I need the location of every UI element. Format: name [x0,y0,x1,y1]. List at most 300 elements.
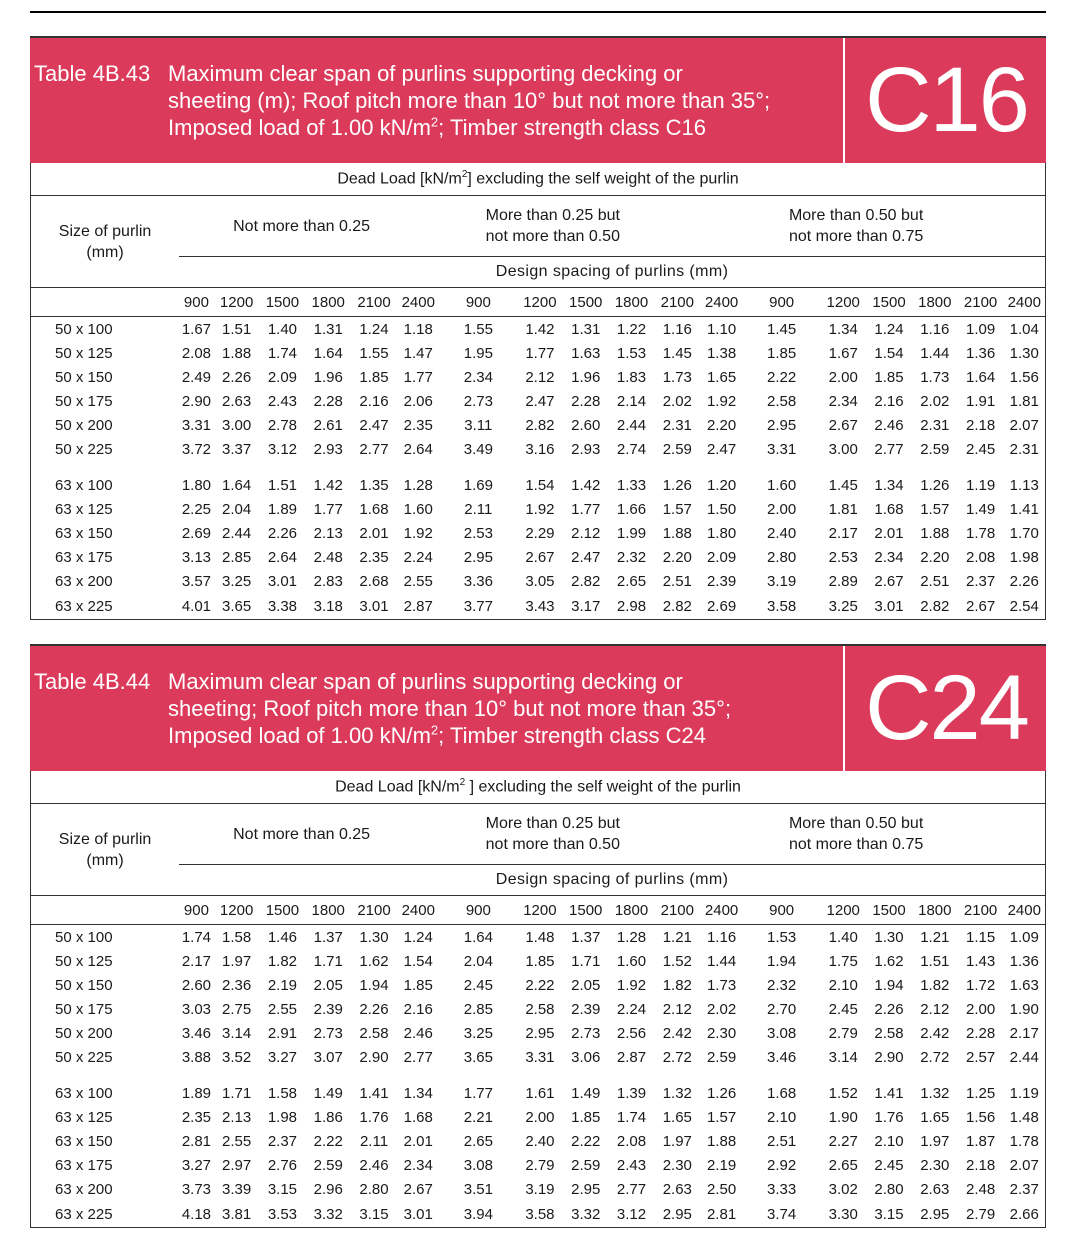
span-value-cell: 3.77 [440,593,517,620]
title-line-text: sheeting (m); Roof pitch more than 10° but not more than 35°; [168,88,771,113]
span-value-cell: 3.00 [828,440,858,458]
span-value-cell: 2.73 [313,1024,343,1042]
span-value-cell: 2.59 [662,440,692,458]
span-value-cell: 2.11 [359,1132,389,1150]
span-value-cell: 1.44 [920,344,950,362]
purlin-size-cell: 63 x 225 [31,1201,180,1228]
span-value-cell: 2.93 [313,440,343,458]
span-value-cell: 2.58 [767,392,797,410]
span-value-cell: 3.19 [525,1180,555,1198]
span-value-cell: 1.54 [525,476,555,494]
span-value-cell: 1.67 [181,320,212,338]
span-value-cell: 2.05 [571,976,601,994]
span-value-cell: 3.38 [260,593,306,620]
size-header-unit: (mm) [86,851,124,869]
span-value-cell: 2.34 [828,392,858,410]
span-value-cell: 1.30 [874,928,904,946]
dead-load-superscript: 2 [461,169,468,181]
size-header-line: Size of purlin [58,830,152,848]
span-value-cell: 1.74 [181,928,212,946]
span-value-cell: 3.31 [525,1048,555,1066]
span-value-cell: 2.54 [1004,593,1046,620]
span-value-cell: 3.27 [267,1048,298,1066]
span-value-cell: 2.35 [403,416,433,434]
spacing-header-cell: 2400 [700,896,743,925]
span-value-cell: 3.94 [440,1201,517,1228]
span-value-cell: 2.73 [463,392,493,410]
table-block [30,644,1046,1228]
span-value-cell: 1.88 [662,524,692,542]
load-group-line: Not more than 0.25 [233,217,371,235]
span-value-cell: 1.98 [1004,545,1046,569]
span-value-cell: 2.19 [267,976,298,994]
span-value-cell: 1.51 [222,320,252,338]
span-value-cell: 1.20 [706,476,737,494]
span-value-cell: 3.19 [767,572,797,590]
table-row [31,497,1046,521]
span-value-cell: 1.55 [359,344,389,362]
span-value-cell: 1.68 [767,1084,797,1102]
span-value-cell: 3.01 [351,593,397,620]
span-value-cell: 2.63 [662,1180,692,1198]
span-value-cell: 2.30 [706,1024,737,1042]
span-value-cell: 2.42 [662,1024,692,1042]
span-value-cell: 2.58 [874,1024,904,1042]
gap-cell [700,1069,743,1081]
strength-class-badge: C16 [843,38,1048,163]
spacing-header-cell: 900 [179,288,214,317]
span-value-cell: 1.39 [616,1084,647,1102]
spacing-values-row [31,288,1046,317]
span-value-cell: 2.63 [222,392,252,410]
span-value-cell: 1.75 [828,952,858,970]
gap-cell [214,461,260,473]
span-value-cell: 2.40 [767,524,797,542]
spacing-header-cell: 900 [440,288,517,317]
gap-cell [700,461,743,473]
span-value-cell: 3.17 [563,593,609,620]
span-value-cell: 1.69 [463,476,493,494]
load-group-row [31,196,1046,257]
span-value-cell: 2.79 [525,1156,555,1174]
span-value-cell: 1.37 [313,928,343,946]
span-value-cell: 2.80 [767,548,797,566]
span-value-cell: 3.11 [464,416,493,434]
span-table [30,771,1046,1228]
spacing-blank-cell [31,896,180,925]
title-line [168,668,731,695]
span-value-cell: 1.32 [920,1084,950,1102]
gap-cell [609,1069,655,1081]
gap-cell [214,1069,260,1081]
table-row [31,389,1046,413]
span-value-cell: 1.62 [359,952,389,970]
dead-load-header [31,771,1046,804]
span-value-cell: 2.60 [571,416,601,434]
purlin-size-cell: 50 x 225 [31,437,180,461]
span-value-cell: 1.60 [403,500,433,518]
spacing-header-cell: 2400 [1004,288,1046,317]
span-value-cell: 2.51 [662,572,692,590]
span-value-cell: 3.27 [181,1156,212,1174]
span-value-cell: 1.99 [616,524,647,542]
span-value-cell: 2.17 [181,952,212,970]
span-value-cell: 2.39 [706,572,737,590]
purlin-size-cell: 50 x 200 [31,413,180,437]
span-value-cell: 2.72 [920,1048,950,1066]
span-value-cell: 2.22 [571,1132,601,1150]
span-value-cell: 2.28 [313,392,343,410]
span-value-cell: 3.73 [181,1180,212,1198]
dead-load-header [31,163,1046,196]
purlin-size-cell: 50 x 100 [31,317,180,342]
load-group-line: not more than 0.50 [485,228,620,245]
gap-cell [654,461,700,473]
span-value-cell: 1.97 [662,1132,692,1150]
spacing-header-cell: 900 [743,288,820,317]
span-value-cell: 2.85 [222,548,252,566]
gap-cell [179,461,214,473]
span-value-cell: 2.24 [616,1000,647,1018]
span-value-cell: 1.97 [222,952,252,970]
span-value-cell: 2.14 [616,392,647,410]
span-value-cell: 3.51 [463,1180,493,1198]
span-value-cell: 3.88 [181,1048,212,1066]
span-value-cell: 3.00 [222,416,252,434]
span-value-cell: 2.30 [920,1156,950,1174]
table-row [31,521,1046,545]
span-value-cell: 3.72 [181,440,212,458]
span-value-cell: 3.18 [305,593,351,620]
table-row [31,1129,1046,1153]
span-value-cell: 2.34 [463,368,493,386]
spacing-header-cell: 1200 [517,288,563,317]
span-value-cell: 1.53 [616,344,647,362]
span-value-cell: 1.77 [525,344,555,362]
span-value-cell: 1.32 [662,1084,692,1102]
span-value-cell: 1.96 [313,368,343,386]
span-value-cell: 1.77 [463,1084,493,1102]
span-value-cell: 3.49 [463,440,493,458]
gap-cell [743,1069,820,1081]
span-value-cell: 2.59 [920,440,950,458]
span-value-cell: 3.05 [525,572,555,590]
table-row [31,569,1046,593]
purlin-size-cell: 63 x 150 [31,1129,180,1153]
span-value-cell: 2.46 [403,1024,433,1042]
span-value-cell: 1.24 [359,320,389,338]
span-value-cell: 2.85 [463,1000,493,1018]
span-value-cell: 1.87 [966,1132,996,1150]
span-value-cell: 1.85 [525,952,555,970]
span-value-cell: 1.72 [966,976,996,994]
size-header-unit: (mm) [86,243,124,261]
span-value-cell: 3.03 [181,1000,212,1018]
spacing-header-cell: 900 [743,896,820,925]
span-value-cell: 1.96 [571,368,601,386]
span-value-cell: 3.01 [267,572,298,590]
dead-load-row [31,771,1046,804]
span-value-cell: 2.79 [828,1024,858,1042]
span-value-cell: 2.26 [359,1000,389,1018]
span-value-cell: 3.39 [222,1180,252,1198]
gap-cell [31,461,180,473]
span-value-cell: 1.16 [920,320,950,338]
span-value-cell: 2.67 [403,1180,433,1198]
span-value-cell: 1.49 [313,1084,343,1102]
span-value-cell: 2.08 [616,1132,647,1150]
purlin-size-cell: 50 x 150 [31,365,180,389]
table-block [30,36,1046,620]
load-group-header [440,804,743,865]
span-value-cell: 1.76 [359,1108,389,1126]
purlin-size-cell: 63 x 175 [31,1153,180,1177]
span-value-cell: 2.07 [1004,413,1046,437]
gap-cell [179,1069,214,1081]
span-value-cell: 1.52 [662,952,692,970]
span-value-cell: 2.67 [874,572,904,590]
gap-cell [351,461,397,473]
span-value-cell: 2.07 [1004,1153,1046,1177]
table-row [31,1201,1046,1228]
span-value-cell: 2.00 [767,500,797,518]
span-value-cell: 1.80 [181,476,212,494]
span-value-cell: 2.46 [359,1156,389,1174]
span-value-cell: 2.67 [828,416,858,434]
span-value-cell: 2.49 [181,368,212,386]
span-value-cell: 2.16 [359,392,389,410]
gap-cell [820,461,866,473]
table-row [31,473,1046,497]
span-value-cell: 3.25 [820,593,866,620]
span-table-body [31,317,1046,620]
span-value-cell: 1.61 [525,1084,555,1102]
load-group-line: not more than 0.75 [788,228,924,245]
spacing-header-cell: 2100 [654,288,700,317]
span-value-cell: 1.56 [1004,365,1046,389]
span-value-cell: 2.50 [706,1180,737,1198]
span-value-cell: 2.81 [181,1132,212,1150]
span-value-cell: 1.36 [1004,949,1046,973]
span-value-cell: 2.45 [874,1156,904,1174]
span-value-cell: 1.40 [828,928,858,946]
span-value-cell: 1.74 [616,1108,647,1126]
span-value-cell: 2.95 [463,548,493,566]
table-row [31,1177,1046,1201]
span-value-cell: 1.68 [874,500,904,518]
span-value-cell: 2.37 [966,572,996,590]
span-value-cell: 2.21 [463,1108,493,1126]
span-value-cell: 3.46 [181,1024,212,1042]
span-value-cell: 1.64 [463,928,493,946]
span-value-cell: 1.43 [966,952,996,970]
table-row [31,341,1046,365]
gap-cell [958,461,1004,473]
span-value-cell: 1.68 [359,500,389,518]
purlin-size-cell: 63 x 200 [31,1177,180,1201]
span-value-cell: 1.92 [403,524,433,542]
span-value-cell: 2.18 [966,416,996,434]
span-value-cell: 1.30 [1004,341,1046,365]
span-value-cell: 2.66 [1004,1201,1046,1228]
gap-cell [31,1069,180,1081]
span-value-cell: 2.59 [571,1156,601,1174]
spacing-header-cell: 1800 [305,896,351,925]
gap-cell [820,1069,866,1081]
span-value-cell: 2.37 [1004,1177,1046,1201]
span-value-cell: 2.24 [403,548,433,566]
span-value-cell: 1.65 [706,368,737,386]
span-value-cell: 2.31 [920,416,950,434]
title-line [168,722,731,749]
span-value-cell: 2.83 [313,572,343,590]
span-value-cell: 2.17 [1004,1021,1046,1045]
table-row [31,365,1046,389]
dead-load-superscript: 2 [459,777,466,789]
span-value-cell: 2.36 [222,976,252,994]
row-group-gap [31,1069,1046,1081]
span-value-cell: 2.65 [463,1132,493,1150]
span-value-cell: 2.77 [616,1180,647,1198]
span-value-cell: 2.72 [662,1048,692,1066]
span-value-cell: 1.98 [267,1108,298,1126]
span-value-cell: 1.38 [706,344,737,362]
spacing-header-cell: 2400 [397,896,440,925]
span-value-cell: 3.15 [866,1201,912,1228]
span-value-cell: 1.94 [767,952,797,970]
gap-cell [912,461,958,473]
span-value-cell: 2.69 [700,593,743,620]
span-value-cell: 1.34 [403,1084,433,1102]
span-value-cell: 1.65 [920,1108,950,1126]
table-row [31,1045,1046,1069]
span-value-cell: 1.33 [616,476,647,494]
purlin-size-cell: 50 x 175 [31,997,180,1021]
span-value-cell: 3.01 [866,593,912,620]
span-value-cell: 1.62 [874,952,904,970]
span-value-cell: 1.88 [222,344,252,362]
spacing-header-cell: 1200 [214,288,260,317]
title-line-text: Maximum clear span of purlins supporting decking or [168,669,683,694]
load-group-line: More than 0.25 but [485,207,620,224]
span-value-cell: 2.34 [403,1156,433,1174]
span-value-cell: 3.12 [609,1201,655,1228]
span-value-cell: 2.44 [222,524,252,542]
table-label: Table 4B.43 [34,61,151,86]
span-value-cell: 3.08 [463,1156,493,1174]
span-value-cell: 3.32 [563,1201,609,1228]
span-value-cell: 2.09 [706,548,737,566]
span-value-cell: 4.18 [179,1201,214,1228]
span-value-cell: 1.94 [874,976,904,994]
span-value-cell: 1.56 [966,1108,996,1126]
span-value-cell: 1.71 [222,1084,252,1102]
table-row [31,997,1046,1021]
load-group-header [743,804,1046,865]
span-value-cell: 2.95 [767,416,797,434]
spacing-header-cell: 1800 [609,288,655,317]
span-value-cell: 2.47 [571,548,601,566]
span-value-cell: 1.19 [966,476,996,494]
span-value-cell: 2.40 [525,1132,555,1150]
span-value-cell: 2.46 [874,416,904,434]
span-value-cell: 1.64 [313,344,343,362]
span-value-cell: 1.10 [706,320,737,338]
span-value-cell: 1.89 [267,500,298,518]
gap-cell [866,461,912,473]
span-value-cell: 2.95 [912,1201,958,1228]
span-value-cell: 2.35 [359,548,389,566]
span-value-cell: 1.85 [359,368,389,386]
span-value-cell: 1.52 [828,1084,858,1102]
span-value-cell: 1.26 [706,1084,737,1102]
span-value-cell: 2.43 [616,1156,647,1174]
span-value-cell: 3.74 [743,1201,820,1228]
span-value-cell: 2.68 [359,572,389,590]
spacing-blank-cell [31,288,180,317]
spacing-header-cell: 2100 [958,288,1004,317]
load-group-line: Not more than 0.25 [233,825,371,843]
span-value-cell: 1.76 [874,1108,904,1126]
span-value-cell: 2.78 [267,416,298,434]
span-value-cell: 2.30 [662,1156,692,1174]
span-value-cell: 1.85 [874,368,904,386]
span-value-cell: 2.16 [403,1000,433,1018]
span-value-cell: 1.21 [662,928,692,946]
span-value-cell: 1.57 [662,500,692,518]
gap-cell [440,461,517,473]
load-group-header [440,196,743,257]
span-value-cell: 2.95 [571,1180,601,1198]
span-value-cell: 2.59 [706,1048,737,1066]
span-value-cell: 1.73 [920,368,950,386]
span-value-cell: 2.35 [181,1108,212,1126]
span-value-cell: 3.37 [222,440,252,458]
span-value-cell: 1.15 [966,928,996,946]
span-value-cell: 3.16 [525,440,555,458]
span-value-cell: 1.64 [222,476,252,494]
spacing-header-cell: 2400 [700,288,743,317]
span-value-cell: 1.34 [874,476,904,494]
span-value-cell: 2.55 [222,1132,252,1150]
span-value-cell: 2.93 [571,440,601,458]
span-value-cell: 2.09 [267,368,298,386]
span-value-cell: 2.82 [654,593,700,620]
spacing-header-cell: 1500 [260,896,306,925]
span-value-cell: 1.88 [706,1132,737,1150]
span-value-cell: 2.17 [828,524,858,542]
span-value-cell: 2.05 [313,976,343,994]
title-line-text: Imposed load of 1.00 kN/m [168,723,431,748]
span-value-cell: 1.60 [767,476,797,494]
spacing-header-cell: 900 [440,896,517,925]
gap-cell [517,1069,563,1081]
spacing-header-cell: 2100 [351,288,397,317]
table-row [31,317,1046,342]
purlin-size-cell: 50 x 175 [31,389,180,413]
design-spacing-row [31,257,1046,288]
spacing-header-cell: 1800 [609,896,655,925]
span-value-cell: 2.70 [767,1000,797,1018]
span-value-cell: 2.69 [181,524,212,542]
span-value-cell: 1.31 [571,320,601,338]
span-value-cell: 1.26 [920,476,950,494]
span-value-cell: 1.24 [874,320,904,338]
purlin-size-cell: 50 x 150 [31,973,180,997]
span-value-cell: 2.13 [313,524,343,542]
span-value-cell: 2.00 [525,1108,555,1126]
span-value-cell: 1.37 [571,928,601,946]
